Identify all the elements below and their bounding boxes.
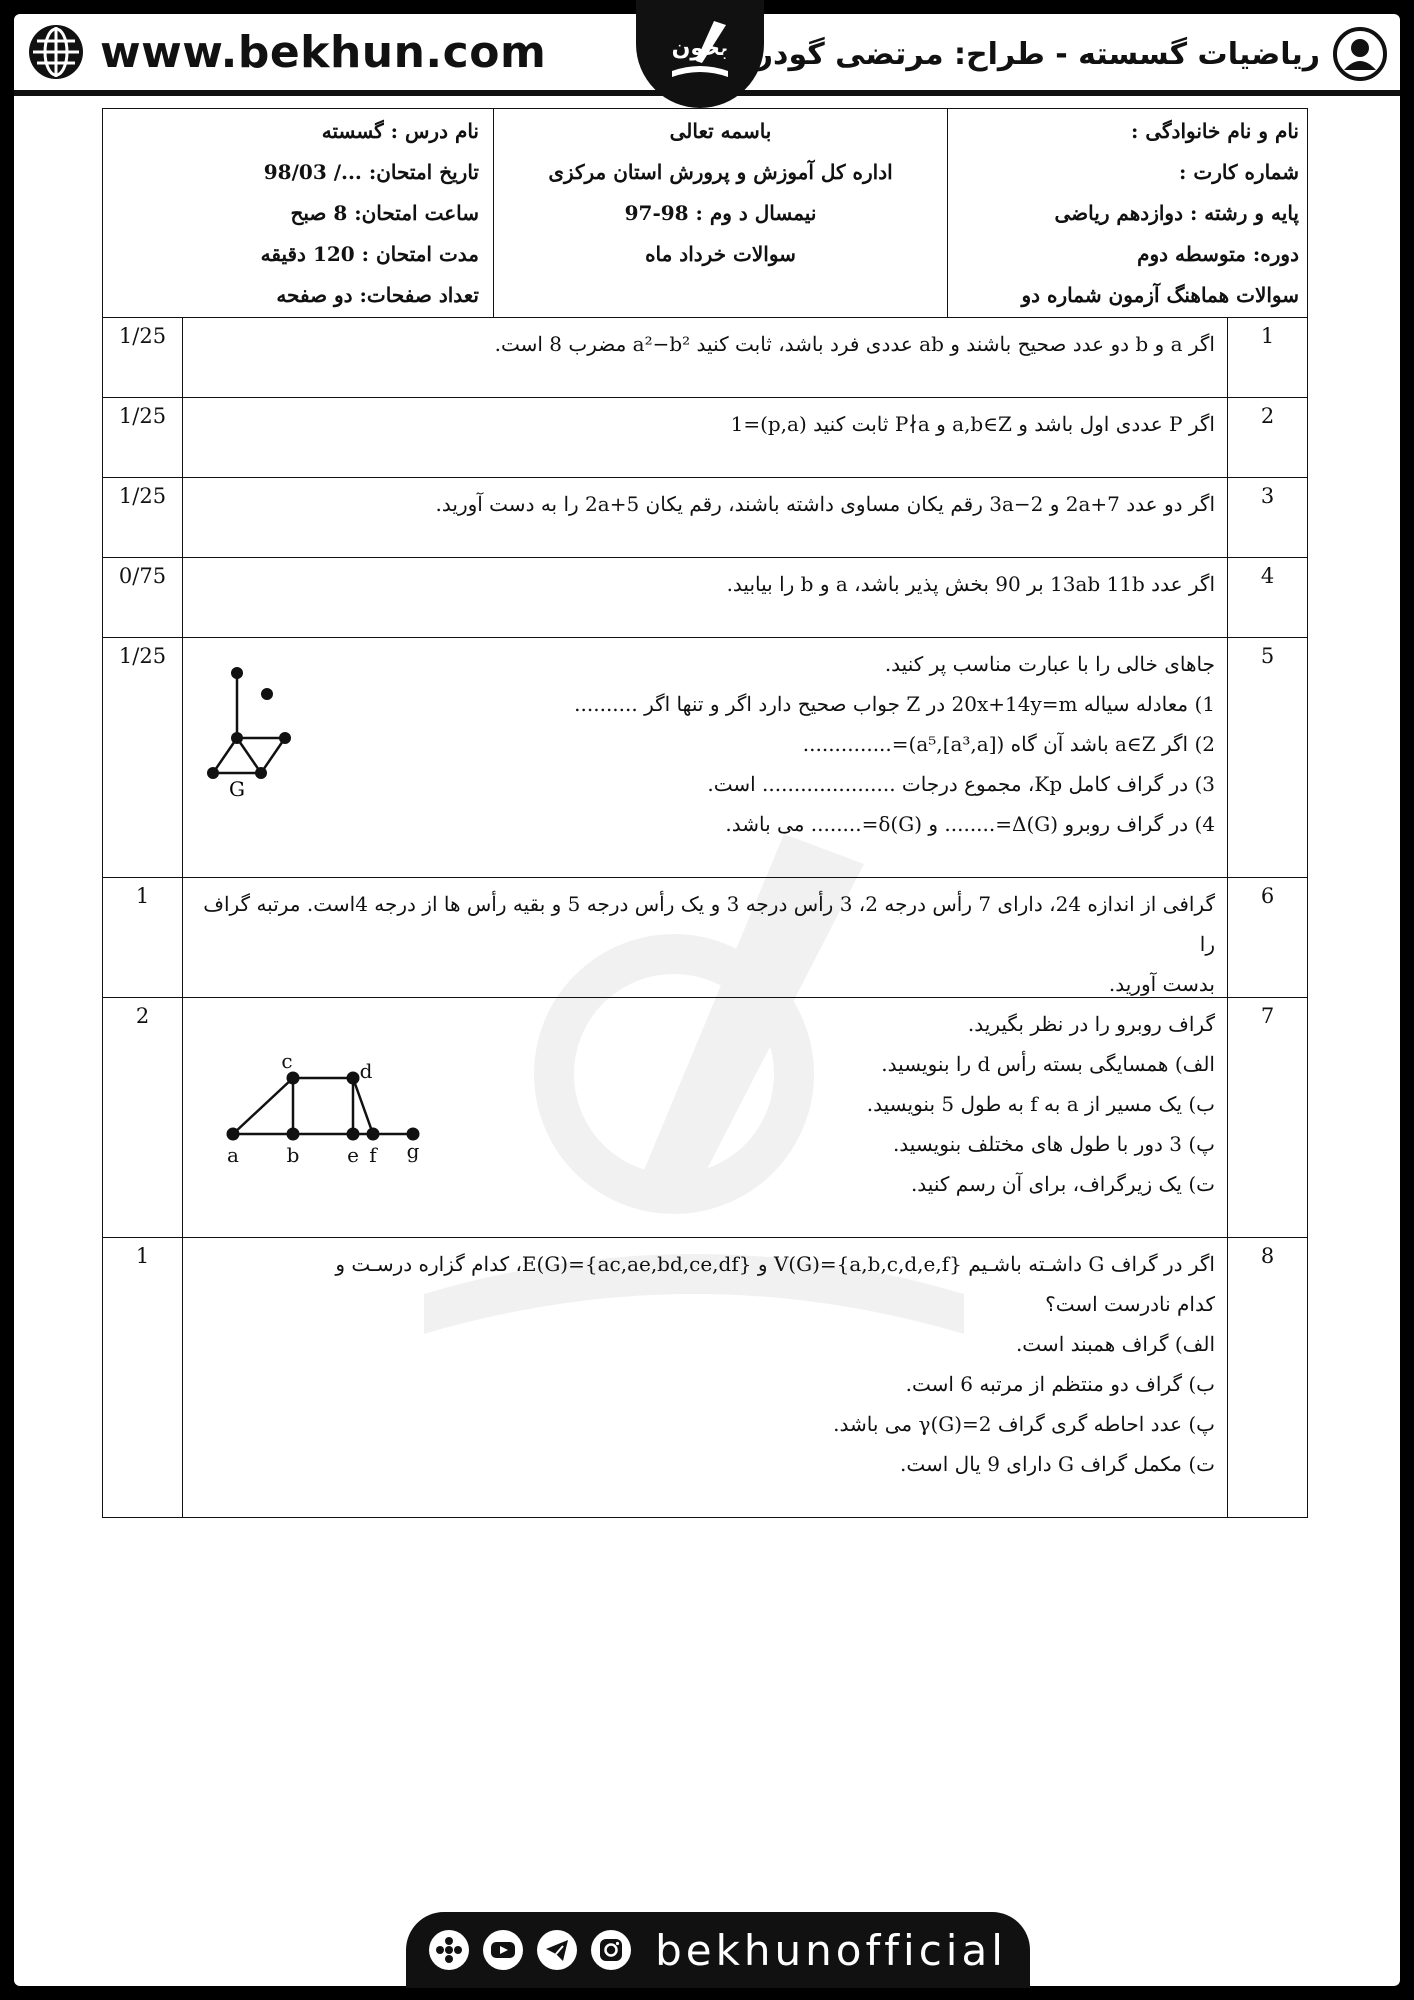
question-number: 2 bbox=[1227, 398, 1307, 477]
graph-vertex bbox=[231, 667, 243, 679]
graph-vertex bbox=[207, 767, 219, 779]
vertex-label-a: a bbox=[227, 1143, 239, 1167]
page-count: تعداد صفحات: دو صفحه bbox=[276, 283, 479, 307]
exam-time: ساعت امتحان: 8 صبح bbox=[290, 201, 479, 225]
vertex-label-c: c bbox=[281, 1049, 293, 1073]
telegram-icon[interactable] bbox=[537, 1930, 577, 1970]
question-line: اگر در گراف G داشـته باشـیم V(G)={a,b,c,d,e,f} و E(G)={ac,ae,bd,ce,df}، کدام گزاره درسـت و bbox=[335, 1252, 1215, 1276]
graph-vertex bbox=[279, 732, 291, 744]
user-icon bbox=[1332, 26, 1388, 82]
question-row-3 bbox=[103, 478, 1307, 558]
question-score: 0/75 bbox=[103, 558, 183, 637]
exam-details bbox=[103, 109, 493, 317]
question-row-5 bbox=[103, 638, 1307, 878]
question-line: پ) 3 دور با طول های مختلف بنویسید. bbox=[892, 1132, 1215, 1156]
exam-title: ریاضیات گسسته - طراح: مرتضی گودرزی bbox=[711, 36, 1320, 72]
graph-vertex bbox=[287, 1128, 300, 1141]
social-footer bbox=[406, 1912, 1030, 1988]
question-line: ت) یک زیرگراف، برای آن رسم کنید. bbox=[910, 1172, 1215, 1196]
org-info bbox=[493, 109, 947, 317]
graph-vertex bbox=[261, 688, 273, 700]
exam-info-box bbox=[102, 108, 1308, 318]
vertex-label-d: d bbox=[359, 1059, 373, 1083]
grade-field: پایه و رشته : دوازدهم ریاضی bbox=[1054, 201, 1299, 225]
graph-vertex bbox=[367, 1128, 380, 1141]
graph-g bbox=[203, 658, 323, 798]
header-title bbox=[711, 24, 1388, 84]
question-row-1 bbox=[103, 318, 1307, 398]
question-line: ت) مکمل گراف G دارای 9 یال است. bbox=[900, 1452, 1215, 1476]
question-line: گراف روبرو را در نظر بگیرید. bbox=[967, 1012, 1215, 1036]
question-score: 1/25 bbox=[103, 398, 183, 477]
course-name: نام درس : گسسته bbox=[321, 119, 479, 143]
exam-date: تاریخ امتحان: .../ 98/03 bbox=[263, 160, 479, 184]
question-line: کدام نادرست است؟ bbox=[1045, 1292, 1215, 1316]
organization: اداره کل آموزش و پرورش استان مرکزی bbox=[548, 160, 893, 184]
student-info bbox=[947, 109, 1307, 317]
instagram-icon[interactable] bbox=[591, 1930, 631, 1970]
question-text bbox=[195, 644, 1215, 844]
website-link[interactable] bbox=[26, 20, 546, 84]
question-line: 1) معادله سیاله 20x+14y=m در Z جواب صحیح دارد اگر و تنها اگر .......... bbox=[574, 692, 1215, 716]
question-line: ب) یک مسیر از a به f به طول 5 بنویسید. bbox=[866, 1092, 1215, 1116]
question-text: اگر دو عدد 2a+7 و 3a−2 رقم یکان مساوی داشته باشند، رقم یکان 2a+5 را به دست آورید. bbox=[435, 492, 1215, 516]
vertex-label-f: f bbox=[369, 1143, 377, 1167]
graph-vertex bbox=[347, 1128, 360, 1141]
question-number: 4 bbox=[1227, 558, 1307, 637]
vertex-label-e: e bbox=[347, 1143, 359, 1167]
questions-table bbox=[102, 318, 1308, 1518]
header-bar bbox=[14, 14, 1400, 94]
graph-vertex bbox=[231, 732, 243, 744]
graph-vertex bbox=[255, 767, 267, 779]
card-number: شماره کارت : bbox=[1179, 160, 1299, 184]
question-score: 1/25 bbox=[103, 478, 183, 557]
question-line: بدست آورید. bbox=[1108, 972, 1215, 996]
question-line: جاهای خالی را با عبارت مناسب پر کنید. bbox=[884, 652, 1215, 676]
graph-vertex bbox=[347, 1072, 360, 1085]
question-row-8 bbox=[103, 1238, 1307, 1518]
graph-vertex bbox=[287, 1072, 300, 1085]
question-row-2 bbox=[103, 398, 1307, 478]
question-line: 3) در گراف کامل Kp، مجموع درجات ..................... است. bbox=[707, 772, 1215, 796]
question-score: 2 bbox=[103, 998, 183, 1237]
question-score: 1/25 bbox=[103, 638, 183, 877]
question-number: 6 bbox=[1227, 878, 1307, 997]
question-line: گرافی از اندازه 24، دارای 7 رأس درجه 2، 3 رأس درجه 3 و یک رأس درجه 5 و بقیه رأس ها از درجه 4است. مرتبه گراف را bbox=[203, 892, 1215, 956]
question-text: اگر عدد 13ab 11b بر 90 بخش پذیر باشد، a و b را بیابید. bbox=[726, 572, 1215, 596]
vertex-label-g: g bbox=[406, 1139, 420, 1163]
youtube-icon[interactable] bbox=[483, 1930, 523, 1970]
question-number: 5 bbox=[1227, 638, 1307, 877]
graph-vertex bbox=[227, 1128, 240, 1141]
question-text: اگر P عددی اول باشد و a,b∈Z و P∤a ثابت کنید (p,a)=1 bbox=[730, 412, 1215, 436]
question-score: 1 bbox=[103, 1238, 183, 1517]
question-line: ب) گراف دو منتظم از مرتبه 6 است. bbox=[905, 1372, 1215, 1396]
question-row-6 bbox=[103, 878, 1307, 998]
invocation: باسمه تعالی bbox=[669, 119, 772, 143]
question-number: 1 bbox=[1227, 318, 1307, 397]
student-name: نام و نام خانوادگی : bbox=[1131, 119, 1299, 143]
question-line: پ) عدد احاطه گری گراف γ(G)=2 می باشد. bbox=[833, 1412, 1215, 1436]
question-score: 1 bbox=[103, 878, 183, 997]
exam-series: سوالات هماهنگ آزمون شماره دو bbox=[1021, 283, 1299, 307]
aparat-icon[interactable] bbox=[429, 1930, 469, 1970]
question-line: 2) اگر a∈Z باشد آن گاه ([a³,a],a⁵)=.............. bbox=[802, 732, 1215, 756]
semester: نیمسال د وم : 98-97 bbox=[624, 201, 817, 225]
question-text bbox=[195, 1244, 1215, 1484]
question-line: الف) همسایگی بسته رأس d را بنویسید. bbox=[881, 1052, 1215, 1076]
school-level: دوره: متوسطه دوم bbox=[1137, 242, 1299, 266]
session: سوالات خرداد ماه bbox=[645, 242, 796, 266]
question-text bbox=[195, 884, 1215, 1004]
graph-label: G bbox=[229, 777, 245, 798]
question-number: 8 bbox=[1227, 1238, 1307, 1517]
question-line: 4) در گراف روبرو Δ(G)=........ و δ(G)=........ می باشد. bbox=[725, 812, 1215, 836]
exam-duration: مدت امتحان : 120 دقیقه bbox=[260, 242, 479, 266]
exam-page bbox=[14, 14, 1400, 1986]
question-text: اگر a و b دو عدد صحیح باشند و ab عددی فرد باشد، ثابت کنید a²−b² مضرب 8 است. bbox=[494, 332, 1215, 356]
logo-text: بخون bbox=[671, 36, 729, 61]
social-handle[interactable]: bekhunofficial bbox=[655, 1925, 1007, 1975]
question-line: الف) گراف همبند است. bbox=[1015, 1332, 1215, 1356]
globe-icon bbox=[26, 22, 86, 82]
website-url: www.bekhun.com bbox=[100, 26, 547, 78]
question-score: 1/25 bbox=[103, 318, 183, 397]
question-number: 7 bbox=[1227, 998, 1307, 1237]
graph-abcdefg bbox=[203, 1048, 463, 1168]
question-row-7 bbox=[103, 998, 1307, 1238]
question-row-4 bbox=[103, 558, 1307, 638]
header-divider bbox=[14, 90, 1400, 96]
question-number: 3 bbox=[1227, 478, 1307, 557]
vertex-label-b: b bbox=[286, 1143, 300, 1167]
